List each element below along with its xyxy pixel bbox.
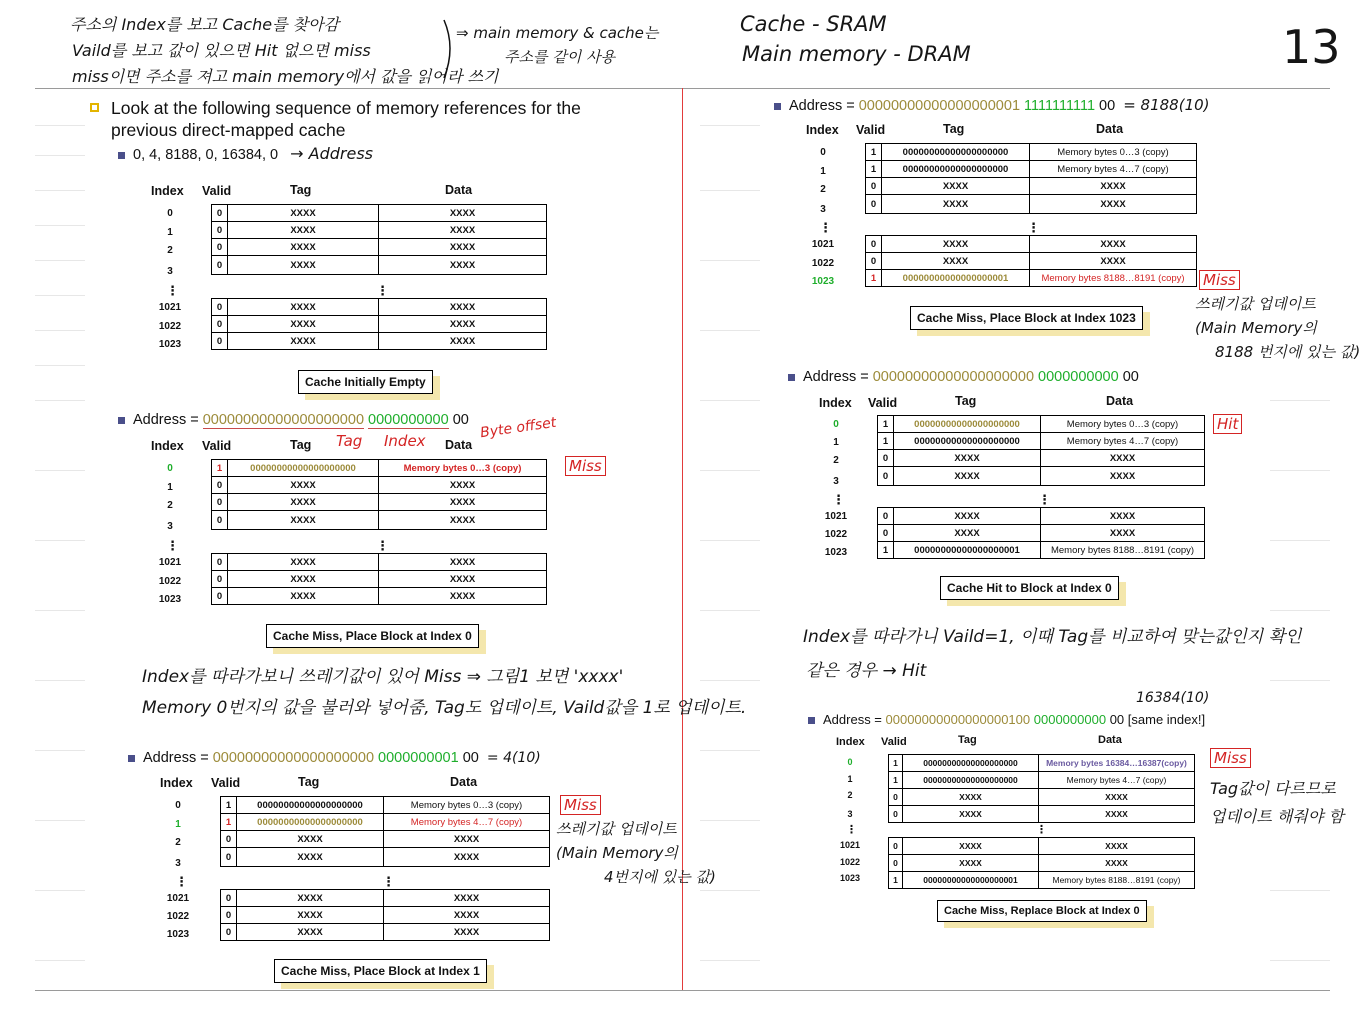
table-row: 0 XXXX XXXX [212,494,547,511]
table-row: 0 XXXX XXXX [866,253,1197,270]
t5-table-top [877,415,1205,486]
t3-tag-bits: 00000000000000000000 [212,750,375,766]
t6-tag-header: Tag [958,734,977,746]
t3-index: 0 [175,800,181,811]
t6-address: Address = 00000000000000000100 0000000000 00 [same index!] [808,712,1205,727]
t1-index: 1 [167,227,173,238]
t4-side-note-1: 쓰레기값 업데이트 [1195,295,1316,313]
brace-note-1: ⇒ main memory & cache는 [456,24,659,42]
main-dram-note: Main memory - DRAM [742,42,971,66]
header-note-3: miss이면 주소를 져고 main memory에서 값을 읽어라 쓰기 [72,67,499,86]
t3-miss-badge: Miss [560,795,601,815]
t2-valid-header: Valid [202,439,232,453]
t3-index-header: Index [160,776,193,790]
t4-index: 2 [820,184,826,195]
t3-side-note-1: 쓰레기값 업데이트 [556,820,677,838]
bullet-icon [118,417,125,424]
t2-index: 0 [167,463,173,474]
t6-index: 1022 [839,857,861,867]
bullet-icon [808,717,815,724]
table-row: 0 XXXX XXXX [212,477,547,494]
t2-index: 1021 [158,557,182,568]
table-row: 1 00000000000000000000 Memory bytes 4…7 (copy) [889,772,1195,789]
t3-offset-bits: 00 [462,750,479,766]
t3-table-bottom [220,889,550,941]
table-row: 0 XXXX XXXX [889,838,1195,855]
t5-index-bits: 0000000000 [1038,369,1119,385]
table-row: 0 XXXX XXXX [212,222,547,239]
t5-hit-badge: Hit [1213,414,1242,434]
table-row: 1 00000000000000000000 Memory bytes 0…3 (copy) [212,460,547,477]
t6-table-bottom [888,837,1195,889]
t4-miss-badge: Miss [1199,270,1240,290]
t5-index: 1023 [824,547,848,558]
t3-index-bits: 0000000001 [378,750,459,766]
table-row: 1 00000000000000000000 Memory bytes 4…7 (copy) [221,814,550,831]
table-row: 0 XXXX XXXX [212,554,547,571]
t4-tag-header: Tag [943,122,965,136]
sequence-text: 0, 4, 8188, 0, 16384, 0 [133,147,279,163]
t4-mid-ellipsis: ⋮ [1027,220,1040,235]
t3-index: 2 [175,837,181,848]
t6-data-header: Data [1098,734,1122,746]
t4-index: 1023 [811,276,835,287]
t6-same-index: [same index!] [1127,712,1206,727]
t2-index-bits: 0000000000 [368,412,449,428]
table-row: 1 00000000000000000000 Memory bytes 4…7 (copy) [866,161,1197,178]
t6-index-header: Index [836,736,865,748]
t3-side-note-2: (Main Memory의 [556,844,678,862]
t3-address: Address = 00000000000000000000 0000000001 00 = 4(10) [128,750,541,766]
table-row: 0 XXXX XXXX [212,316,547,333]
t3-mid-ellipsis: ⋮ [382,874,395,889]
table-row: 0 XXXX XXXX [212,571,547,588]
t4-side-note-2: (Main Memory의 [1195,319,1317,337]
table-row: 0 XXXX XXXX [212,333,547,350]
t6-index: 1021 [839,840,861,850]
t2-index: 3 [167,521,173,532]
t1-tag-header: Tag [290,183,312,197]
t4-index: 1022 [811,258,835,269]
t2-index: 2 [167,500,173,511]
t1-table-bottom [211,298,547,350]
table-row: 1 00000000000000000000 Memory bytes 16384…16387(copy) [889,755,1195,772]
t4-address: Address = 00000000000000000001 1111111111 00 = 8188(10) [774,96,1210,114]
t3-index: 3 [175,858,181,869]
t5-tag-header: Tag [955,394,977,408]
t4-index-bits: 1111111111 [1024,98,1096,114]
t2-index-header: Index [151,439,184,453]
table-row: 0 XXXX XXXX [221,890,550,907]
t1-table-top [211,204,547,275]
table-row: 0 XXXX XXXX [889,806,1195,823]
t1-index: 1023 [158,339,182,350]
table-row: 0 XXXX XXXX [866,195,1197,214]
t6-offset-bits: 00 [1109,712,1125,727]
t5-caption: Cache Hit to Block at Index 0 [940,576,1119,600]
t2-index: 1023 [158,594,182,605]
table-row: 0 XXXX XXXX [866,178,1197,195]
t3-decimal-note: = 4(10) [486,750,541,766]
t4-offset-bits: 00 [1099,98,1116,114]
t4-decimal-note: = 8188(10) [1123,96,1210,114]
sequence-note: → Address [290,144,373,163]
table-row: 0 XXXX XXXX [221,924,550,941]
t4-index-header: Index [806,123,839,137]
t2-tag-note: Tag [336,432,363,450]
t5-offset-bits: 00 [1122,369,1139,385]
cache-sram-note: Cache - SRAM [740,12,887,36]
t5-index: 1 [833,437,839,448]
footer-rule [35,990,1330,991]
t3-caption: Cache Miss, Place Block at Index 1 [274,959,487,983]
t1-caption: Cache Initially Empty [298,370,433,394]
table-row: 0 XXXX XXXX [212,511,547,530]
t3-valid-header: Valid [211,776,241,790]
t6-caption: Cache Miss, Replace Block at Index 0 [937,900,1147,922]
table-row: 0 XXXX XXXX [889,789,1195,806]
t1-mid-ellipsis: ⋮ [376,283,389,298]
t3-table-top [220,796,550,867]
t2-offset-note: Byte offset [479,414,558,442]
t6-valid-header: Valid [881,736,907,748]
table-row: 1 00000000000000000000 Memory bytes 0…3 (copy) [221,797,550,814]
t4-caption: Cache Miss, Place Block at Index 1023 [910,306,1143,330]
t3-index: 1023 [166,929,190,940]
t4-ellipsis: ⋮ [819,220,832,235]
t5-note-2: 같은 경우 → Hit [806,661,927,681]
table-row: 1 00000000000000000000 Memory bytes 0…3 (copy) [866,144,1197,161]
page-number: 13 [1282,20,1341,74]
t1-index: 1021 [158,302,182,313]
t2-offset-bits: 00 [452,412,469,428]
t4-data-header: Data [1096,122,1124,136]
brace-note-2: 주소를 같이 사용 [504,48,615,66]
t2-data-header: Data [445,438,473,452]
t1-data-header: Data [445,183,473,197]
t5-ellipsis: ⋮ [832,492,845,507]
t6-decimal-note: 16384(10) [1136,690,1210,706]
t1-valid-header: Valid [202,184,232,198]
bullet-icon [788,374,795,381]
table-row: 0 XXXX XXXX [221,848,550,867]
t2-miss-badge: Miss [565,456,606,476]
t6-index-bits: 0000000000 [1033,712,1107,727]
t3-ellipsis: ⋮ [175,874,188,889]
t1-index: 2 [167,245,173,256]
t5-table-bottom [877,507,1205,559]
t3-index: 1022 [166,911,190,922]
bullet-icon [118,152,125,159]
t5-index: 1021 [824,511,848,522]
table-row: 0 XXXX XXXX [878,467,1205,486]
table-row: 0 XXXX XXXX [878,525,1205,542]
table-row: 0 XXXX XXXX [212,299,547,316]
t6-mid-ellipsis: ⋮ [1036,824,1047,836]
t5-data-header: Data [1106,394,1134,408]
intro-bullet [111,97,631,141]
table-row: 0 XXXX XXXX [212,256,547,275]
t2-mid-ellipsis: ⋮ [376,538,389,553]
t2-caption: Cache Miss, Place Block at Index 0 [266,624,479,648]
t2-index: 1022 [158,576,182,587]
t3-data-header: Data [450,775,478,789]
t5-index: 1022 [824,529,848,540]
header-note-2: Vaild를 보고 값이 있으면 Hit 없으면 miss [72,41,371,60]
intro-bullet-line-1: Look at the following sequence of memory references for the [111,98,581,118]
t4-valid-header: Valid [856,123,886,137]
table-row: 1 00000000000000000000 Memory bytes 0…3 (copy) [878,416,1205,433]
intro-bullet-line-2: previous direct-mapped cache [111,120,346,140]
t1-ellipsis: ⋮ [166,283,179,298]
t3-side-note-3: 4번지에 있는 값) [604,868,716,886]
table-row: 0 XXXX XXXX [221,831,550,848]
t4-table-top [865,143,1197,214]
t6-side-note-2: 업데이트 해줘야 함 [1210,807,1344,826]
table-row: 1 00000000000000000001 Memory bytes 8188…8191 (copy) [889,872,1195,889]
t2-table-top [211,459,547,530]
t6-miss-badge: Miss [1210,748,1251,768]
t3-tag-header: Tag [298,775,320,789]
t4-table-bottom [865,235,1197,287]
t5-index-header: Index [819,396,852,410]
table-row: 0 XXXX XXXX [221,907,550,924]
bullet-icon [774,103,781,110]
t6-tag-bits: 00000000000000000100 [885,712,1031,727]
t2-index: 1 [167,482,173,493]
t5-mid-ellipsis: ⋮ [1038,492,1051,507]
table-row: 0 XXXX XXXX [889,855,1195,872]
t3-index: 1 [175,819,181,830]
bullet-square-icon [90,103,99,112]
t4-index: 1 [820,166,826,177]
t2-table-bottom [211,553,547,605]
t2-tag-bits: 00000000000000000000 [202,412,365,428]
t2-index-note: Index [384,432,426,450]
t4-index: 0 [820,147,826,158]
table-row: 0 XXXX XXXX [878,508,1205,525]
t6-index: 0 [847,757,853,767]
center-divider [682,88,683,990]
t2-address: Address = 00000000000000000000 0000000000 00 [118,412,469,428]
t4-tag-bits: 00000000000000000001 [858,98,1021,114]
t5-index: 2 [833,455,839,466]
t6-index: 1 [847,774,853,784]
t6-ellipsis: ⋮ [846,824,857,836]
bullet-icon [128,755,135,762]
t5-address: Address = 00000000000000000000 0000000000 00 [788,369,1139,385]
t5-index: 3 [833,476,839,487]
t4-index: 1021 [811,239,835,250]
t5-index: 0 [833,419,839,430]
table-row: 0 XXXX XXXX [878,450,1205,467]
t5-valid-header: Valid [868,396,898,410]
t2-note-1: Index를 따라가보니 쓰레기값이 있어 Miss ⇒ 그림1 보면 'xxxx' [142,667,624,687]
table-row: 1 00000000000000000001 Memory bytes 8188…8191 (copy) [878,542,1205,559]
table-row: 0 XXXX XXXX [866,236,1197,253]
table-row: 1 00000000000000000001 Memory bytes 8188…8191 (copy) [866,270,1197,287]
table-row: 0 XXXX XXXX [212,205,547,222]
t1-index-header: Index [151,184,184,198]
t5-tag-bits: 00000000000000000000 [872,369,1035,385]
t6-side-note-1: Tag값이 다르므로 [1210,779,1336,798]
t6-table-top [888,754,1195,823]
table-row: 1 00000000000000000000 Memory bytes 4…7 (copy) [878,433,1205,450]
table-row: 0 XXXX XXXX [212,588,547,605]
t1-index: 1022 [158,321,182,332]
t6-index: 2 [847,790,853,800]
header-note-1: 주소의 Index를 보고 Cache를 찾아감 [70,15,339,34]
t1-index: 0 [167,208,173,219]
t3-index: 1021 [166,893,190,904]
sequence-line [118,144,373,163]
t2-tag-header: Tag [290,438,312,452]
t6-index: 1023 [839,873,861,883]
t5-note-1: Index를 따라가니 Vaild=1, 이때 Tag를 비교하여 맞는값인지 확인 [803,627,1302,647]
t4-side-note-3: 8188 번지에 있는 값) [1215,343,1361,361]
table-row: 0 XXXX XXXX [212,239,547,256]
t4-index: 3 [820,204,826,215]
t1-index: 3 [167,266,173,277]
t2-note-2: Memory 0번지의 값을 불러와 넣어줌, Tag도 업데이트, Vaild값을 1로 업데이트. [142,698,747,718]
t2-ellipsis: ⋮ [166,538,179,553]
t6-index: 3 [847,809,853,819]
